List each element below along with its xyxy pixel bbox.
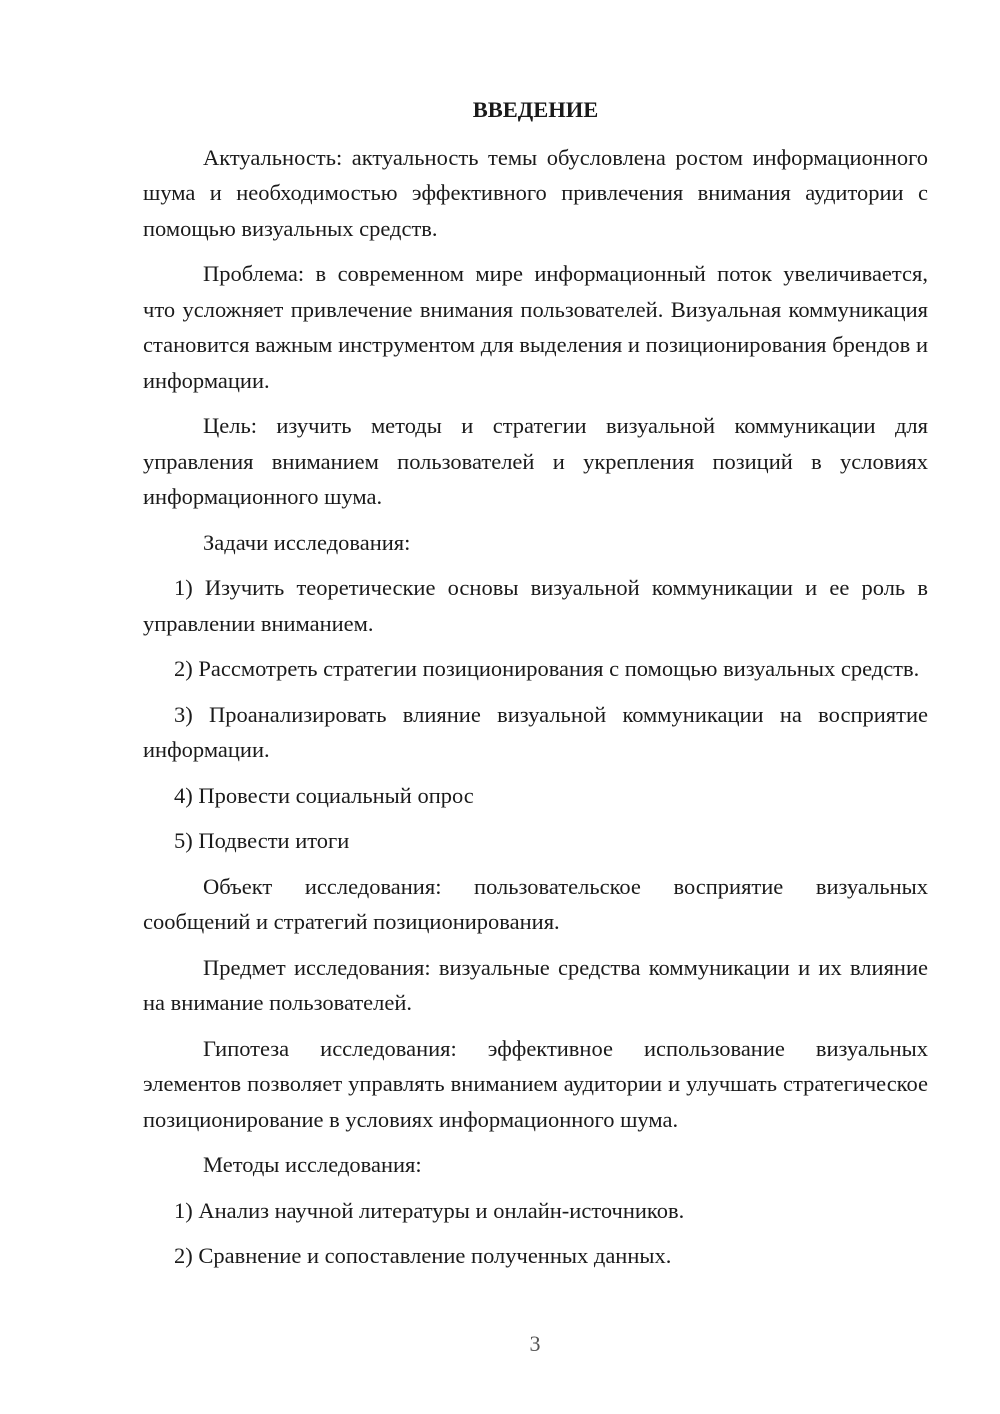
list-item-method-1: 1) Анализ научной литературы и онлайн-источников. bbox=[174, 1197, 685, 1223]
list-item-task-5: 5) Подвести итоги bbox=[174, 828, 350, 853]
list-item-task-2: 2) Рассмотреть стратегии позиционирования с помощью визуальных средств. bbox=[174, 656, 920, 681]
document-body bbox=[143, 92, 928, 1284]
paragraph-relevance: Актуальность: актуальность темы обусловлена ростом информационного шума и необходимостью эффективного привлечения внимания аудитории с помощью визуальных средств. bbox=[143, 144, 928, 241]
paragraph-hypothesis: Гипотеза исследования: эффективное использование визуальных элементов позволяет управлять вниманием аудитории и улучшать стратегическое позиционирование в условиях информационного шума. bbox=[143, 1035, 928, 1132]
section-heading: ВВЕДЕНИЕ bbox=[472, 97, 599, 122]
paragraph-object: Объект исследования: пользовательское восприятие визуальных сообщений и стратегий позиционирования. bbox=[143, 873, 928, 934]
paragraph-problem: Проблема: в современном мире информационный поток увеличивается, что усложняет привлечение внимания пользователей. Визуальная коммуникация становится важным инструментом для выделения и позиционирования брендов и информации. bbox=[143, 261, 928, 393]
paragraph-methods-heading: Методы исследования: bbox=[203, 1152, 422, 1177]
paragraph-subject: Предмет исследования: визуальные средства коммуникации и их влияние на внимание пользователей. bbox=[143, 954, 928, 1015]
paragraph-goal: Цель: изучить методы и стратегии визуальной коммуникации для управления вниманием пользователей и укрепления позиций в условиях информационного шума. bbox=[143, 413, 928, 509]
list-item-task-1: 1) Изучить теоретические основы визуальной коммуникации и ее роль в управлении вниманием. bbox=[143, 575, 928, 636]
list-item-method-2: 2) Сравнение и сопоставление полученных данных. bbox=[174, 1243, 672, 1268]
page-number: 3 bbox=[529, 1331, 541, 1356]
paragraph-tasks-heading: Задачи исследования: bbox=[203, 529, 411, 555]
list-item-task-3: 3) Проанализировать влияние визуальной коммуникации на восприятие информации. bbox=[143, 701, 928, 762]
list-item-task-4: 4) Провести социальный опрос bbox=[174, 782, 474, 808]
